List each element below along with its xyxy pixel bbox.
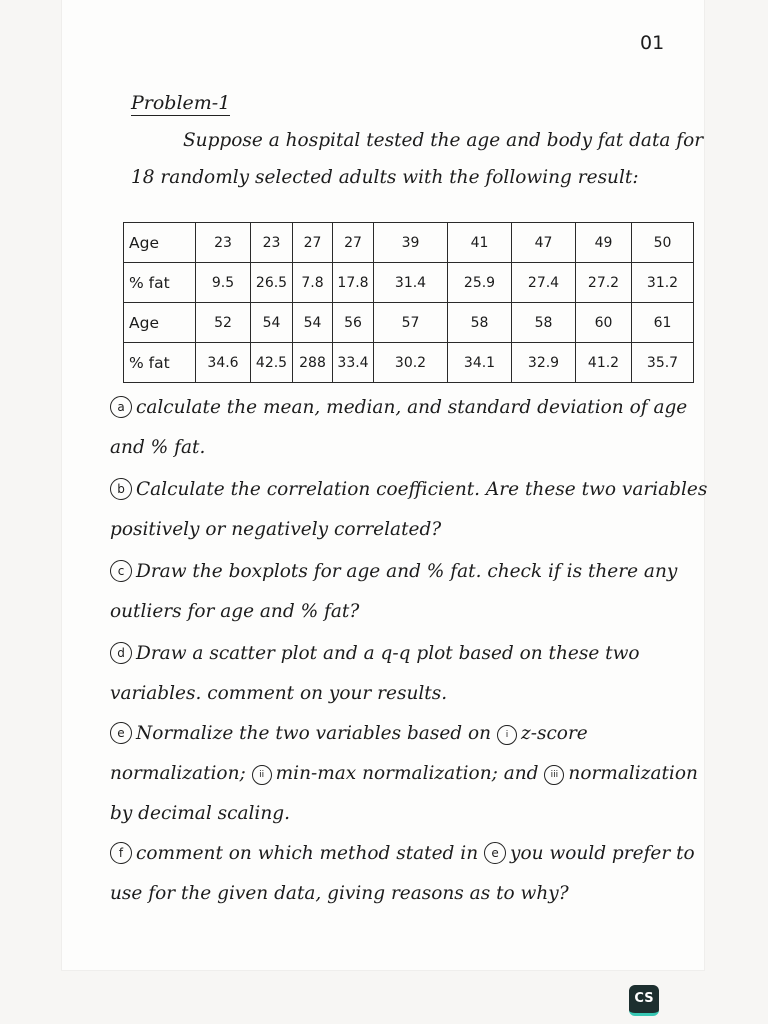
table-row-age-1 <box>124 223 694 263</box>
table-cell: 58 <box>512 303 576 343</box>
question-ref-marker: e <box>484 842 506 864</box>
table-cell: 49 <box>576 223 632 263</box>
table-cell: 54 <box>293 303 333 343</box>
table-cell: 34.1 <box>448 343 512 383</box>
table-cell: 39 <box>374 223 448 263</box>
question-c <box>110 552 710 632</box>
question-text: calculate the mean, median, and standard deviation of age and % fat. <box>110 397 688 458</box>
table-cell: 52 <box>196 303 251 343</box>
table-row-fat-1 <box>124 263 694 303</box>
table-cell: 33.4 <box>333 343 374 383</box>
question-text: normalization by decimal scaling. <box>110 763 698 824</box>
question-marker: e <box>110 722 132 744</box>
question-e <box>110 714 710 834</box>
question-list <box>110 388 710 914</box>
table-cell: 32.9 <box>512 343 576 383</box>
row-label: % fat <box>124 263 196 303</box>
problem-title: Problem-1 <box>131 92 231 114</box>
row-label: Age <box>124 223 196 263</box>
table-cell: 7.8 <box>293 263 333 303</box>
question-text: z-score normalization; <box>110 723 588 784</box>
camscanner-logo: CS <box>629 985 659 1016</box>
question-marker: f <box>110 842 132 864</box>
table-cell: 288 <box>293 343 333 383</box>
row-label: Age <box>124 303 196 343</box>
question-d <box>110 634 710 714</box>
question-marker: d <box>110 642 132 664</box>
table-cell: 30.2 <box>374 343 448 383</box>
question-b <box>110 470 710 550</box>
table-cell: 56 <box>333 303 374 343</box>
question-text: Draw the boxplots for age and % fat. check if is there any outliers for age and % fat? <box>110 561 678 622</box>
table-cell: 27.4 <box>512 263 576 303</box>
question-marker: a <box>110 396 132 418</box>
data-table <box>123 222 694 383</box>
question-text: min-max normalization; and <box>275 763 539 784</box>
table-cell: 25.9 <box>448 263 512 303</box>
table-cell: 9.5 <box>196 263 251 303</box>
table-row-age-2 <box>124 303 694 343</box>
table-cell: 23 <box>251 223 293 263</box>
table-cell: 31.4 <box>374 263 448 303</box>
table-cell: 61 <box>632 303 694 343</box>
sub-marker-i: i <box>497 725 517 745</box>
table-row-fat-2 <box>124 343 694 383</box>
table-cell: 58 <box>448 303 512 343</box>
sub-marker-ii: ii <box>252 765 272 785</box>
question-marker: b <box>110 478 132 500</box>
question-text: Draw a scatter plot and a q-q plot based on these two variables. comment on your results. <box>110 643 640 704</box>
table-cell: 41 <box>448 223 512 263</box>
table-cell: 47 <box>512 223 576 263</box>
table-cell: 27.2 <box>576 263 632 303</box>
table-cell: 35.7 <box>632 343 694 383</box>
table-cell: 27 <box>293 223 333 263</box>
question-text: comment on which method stated in <box>136 843 479 864</box>
question-text: Calculate the correlation coefficient. Are these two variables positively or negatively correlated? <box>110 479 708 540</box>
table-cell: 31.2 <box>632 263 694 303</box>
question-f <box>110 834 710 914</box>
table-cell: 27 <box>333 223 374 263</box>
row-label: % fat <box>124 343 196 383</box>
question-marker: c <box>110 560 132 582</box>
table-cell: 26.5 <box>251 263 293 303</box>
table-cell: 41.2 <box>576 343 632 383</box>
table-cell: 54 <box>251 303 293 343</box>
table-cell: 34.6 <box>196 343 251 383</box>
table-cell: 42.5 <box>251 343 293 383</box>
problem-intro: Suppose a hospital tested the age and body fat data for 18 randomly selected adults with the following result: <box>131 130 704 188</box>
table-cell: 60 <box>576 303 632 343</box>
table-cell: 17.8 <box>333 263 374 303</box>
table-cell: 57 <box>374 303 448 343</box>
page-number: 01 <box>640 32 665 54</box>
table-cell: 50 <box>632 223 694 263</box>
question-text: you would prefer to use for the given data, giving reasons as to why? <box>110 843 695 904</box>
question-a <box>110 388 710 468</box>
sub-marker-iii: iii <box>544 765 564 785</box>
table-cell: 23 <box>196 223 251 263</box>
question-text: Normalize the two variables based on <box>136 723 492 744</box>
